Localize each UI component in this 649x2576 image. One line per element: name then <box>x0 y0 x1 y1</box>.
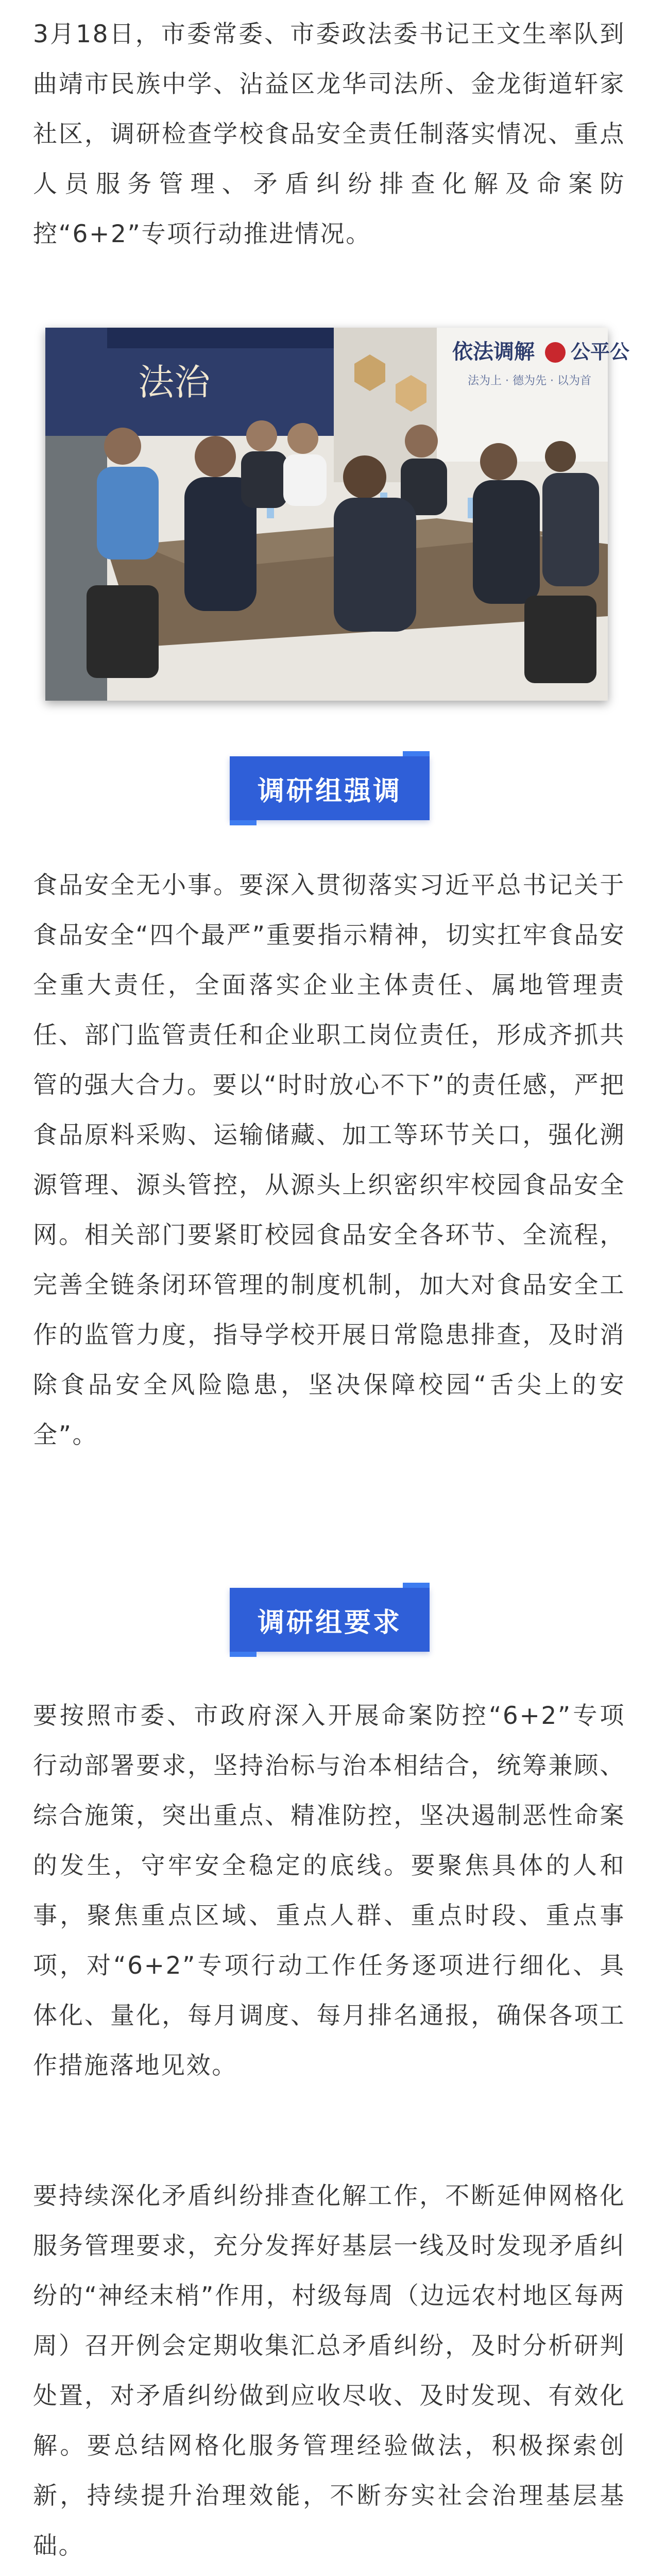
wall-subtext: 法为上 · 德为先 · 以为首 <box>468 375 591 387</box>
meeting-photo <box>45 328 630 701</box>
food-safety-paragraph: 食品安全无小事。要深入贯彻落实习近平总书记关于食品安全“四个最严”重要指示精神，切实扛牢食品安全重大责任，全面落实企业主体责任、属地管理责任、部门监管责任和企业职工岗位责任，形成齐抓共管的强大合力。要以“时时放心不下”的责任感，严把食品原料采购、运输储藏、加工等环节关口，强化溯源管理、源头管控，从源头上织密织牢校园食品安全网。相关部门要紧盯校园食品安全各环节、全流程，完善全链条闭环管理的制度机制，加大对食品安全工作的监管力度，指导学校开展日常隐患排查，及时消除食品安全风险隐患，坚决保障校园“舌尖上的安全”。 <box>33 871 625 1449</box>
heading-emphasis-label: 调研组强调 <box>257 775 402 807</box>
homicide-prevention-paragraph: 要按照市委、市政府深入开展命案防控“6+2”专项行动部署要求，坚持治标与治本相结合，统筹兼顾、综合施策，突出重点、精准防控，坚决遏制恶性命案的发生，守牢安全稳定的底线。要聚焦具体的人和事，聚焦重点区域、重点人群、重点时段、重点事项，对“6+2”专项行动工作任务逐项进行细化、具体化、量化，每月调度、每月排名通报，确保各项工作措施落地见效。 <box>33 1702 625 2080</box>
heading-requirements <box>230 1588 430 1652</box>
wall-text-right-2: 公平公 <box>571 341 630 363</box>
meeting-scene-illustration <box>45 328 630 701</box>
emblem-icon <box>545 342 566 363</box>
wall-text-left: 法治 <box>138 361 210 403</box>
heading-requirements-label: 调研组要求 <box>257 1607 402 1638</box>
intro-paragraph: 3月18日，市委常委、市委政法委书记王文生率队到曲靖市民族中学、沾益区龙华司法所、金龙街道轩家社区，调研检查学校食品安全责任制落实情况、重点人员服务管理、矛盾纠纷排查化解及命案防控“6+2”专项行动推进情况。 <box>33 20 625 248</box>
heading-emphasis <box>230 756 430 820</box>
wall-text-right: 依法调解 <box>452 340 535 364</box>
dispute-resolution-paragraph: 要持续深化矛盾纠纷排查化解工作，不断延伸网格化服务管理要求，充分发挥好基层一线及时发现矛盾纠纷的“神经末梢”作用，村级每周（边远农村地区每两周）召开例会定期收集汇总矛盾纠纷，及时分析研判处置，对矛盾纠纷做到应收尽收、及时发现、有效化解。要总结网格化服务管理经验做法，积极探索创新，持续提升治理效能，不断夯实社会治理基层基础。 <box>33 2182 625 2560</box>
